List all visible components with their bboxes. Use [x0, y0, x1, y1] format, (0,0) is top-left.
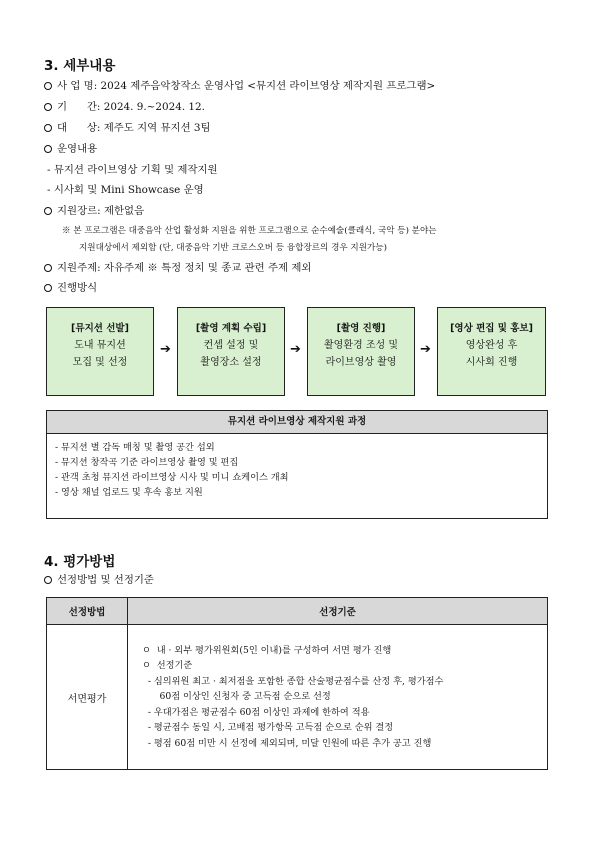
selection-subtitle-line: [44, 574, 154, 587]
period-line: [44, 101, 205, 114]
bullet-circle-icon: [44, 284, 52, 292]
section-3-title: 3. 세부내용: [44, 58, 116, 74]
criteria-item: 60점 이상인 신청자 중 고득점 순으로 선정: [142, 691, 331, 703]
criteria-item: ㅇ 선정기준: [142, 660, 193, 672]
target-line: [44, 122, 211, 135]
genre-note-2: 지원대상에서 제외함 (단, 대중음악 기반 크로스오버 등 융합장르의 경우 지원가능): [79, 243, 387, 253]
target-label: 대 상:: [57, 122, 101, 134]
selection-table: [46, 597, 548, 770]
theme-text: 지원주제: 자유주제 ※ 특정 정치 및 종교 관련 주제 제외: [57, 262, 312, 274]
selection-subtitle: 선정방법 및 선정기준: [57, 574, 154, 586]
operations-line: [44, 143, 97, 156]
genre-line: [44, 205, 144, 218]
flow-step-shooting: [307, 307, 415, 396]
table-cell-criteria: [128, 625, 548, 770]
criteria-item: - 우대가점은 평균점수 60점 이상인 과제에 한하여 적용: [142, 706, 370, 718]
bullet-circle-icon: [44, 207, 52, 215]
flow-step-desc: 도내 뮤지션: [74, 340, 126, 351]
operation-item: - 뮤지션 라이브영상 기획 및 제작지원: [47, 164, 218, 176]
process-item: - 영상 채널 업로드 및 후속 홍보 지원: [55, 487, 203, 498]
arrow-right-icon: ➔: [290, 342, 301, 357]
flow-step-title: [촬영 진행]: [336, 323, 386, 334]
genre-text: 지원장르: 제한없음: [57, 205, 145, 217]
criteria-item: - 평점 60점 미만 시 선정에 제외되며, 미달 인원에 따른 추가 공고 진행: [142, 737, 432, 749]
arrow-right-icon: ➔: [420, 342, 431, 357]
bullet-circle-icon: [44, 576, 52, 584]
criteria-item: - 심의위원 최고 · 최저점을 포함한 종합 산술평균점수를 산정 후, 평가점수: [142, 675, 444, 687]
target-value: 제주도 지역 뮤지션 3팀: [103, 122, 211, 134]
flow-step-title: [영상 편집 및 홍보]: [450, 323, 533, 334]
project-name-label: 사 업 명:: [57, 80, 98, 92]
table-cell-method: 서면평가: [47, 625, 128, 770]
flow-step-desc: 컨셉 설정 및: [203, 340, 259, 351]
genre-note-1: ※ 본 프로그램은 대중음악 산업 활성화 지원을 위한 프로그램으로 순수예술(클래식, 국악 등) 분야는: [62, 226, 437, 236]
flow-step-title: [뮤지션 선발]: [71, 323, 129, 334]
flow-step-desc: 모집 및 선정: [72, 357, 128, 368]
flow-step-desc: 촬영장소 설정: [200, 357, 262, 368]
process-box: [46, 410, 548, 519]
project-name-line: [44, 80, 435, 93]
process-item: - 관객 초청 뮤지션 라이브영상 시사 및 미니 쇼케이스 개최: [55, 472, 289, 483]
period-label: 기 간:: [57, 101, 101, 113]
operations-label: 운영내용: [57, 143, 98, 155]
flow-step-planning: [177, 307, 285, 396]
table-header-method: 선정방법: [47, 598, 128, 625]
process-title: 뮤지션 라이브영상 제작지원 과정: [47, 411, 547, 434]
flow-step-editing: [437, 307, 546, 396]
flow-step-desc: 영상완성 후: [465, 340, 518, 351]
flow-step-desc: 시사회 진행: [465, 357, 518, 368]
process-item: - 뮤지션 별 감독 매칭 및 촬영 공간 섭외: [55, 442, 215, 453]
period-value: 2024. 9.~2024. 12.: [103, 101, 205, 113]
arrow-right-icon: ➔: [160, 342, 171, 357]
flow-step-desc: 촬영환경 조성 및: [324, 340, 398, 351]
section-4-title: 4. 평가방법: [44, 554, 116, 570]
bullet-circle-icon: [44, 145, 52, 153]
flow-step-selection: [46, 307, 154, 396]
operation-item: - 시사회 및 Mini Showcase 운영: [47, 184, 204, 196]
bullet-circle-icon: [44, 103, 52, 111]
flow-step-title: [촬영 계획 수립]: [195, 323, 267, 334]
bullet-circle-icon: [44, 124, 52, 132]
project-name-value: 2024 제주음악창작소 운영사업 <뮤지션 라이브영상 제작지원 프로그램>: [100, 80, 436, 92]
bullet-circle-icon: [44, 82, 52, 90]
method-line: [44, 282, 97, 295]
criteria-item: - 평균점수 동일 시, 고배점 평가항목 고득점 순으로 순위 결정: [142, 722, 394, 734]
bullet-circle-icon: [44, 264, 52, 272]
method-text: 진행방식: [57, 282, 98, 294]
criteria-item: ㅇ 내 · 외부 평가위원회(5인 이내)를 구성하여 서면 평가 진행: [142, 644, 392, 656]
theme-line: [44, 262, 311, 275]
process-item: - 뮤지션 창작곡 기준 라이브영상 촬영 및 편집: [55, 457, 239, 468]
flow-step-desc: 라이브영상 촬영: [325, 357, 397, 368]
table-header-criteria: 선정기준: [128, 598, 548, 625]
